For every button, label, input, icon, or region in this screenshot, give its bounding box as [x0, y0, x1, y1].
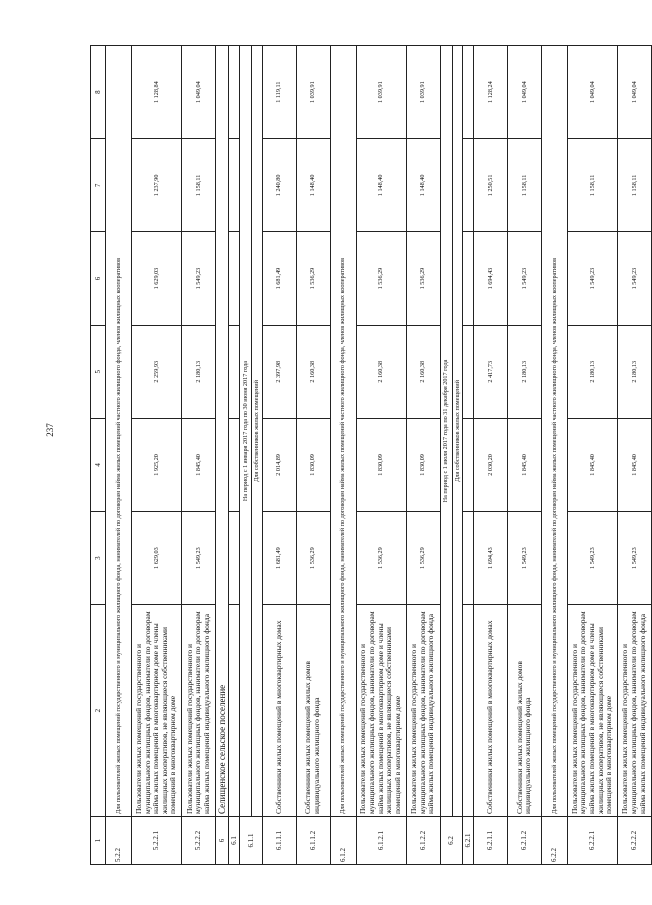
- category-cell: Пользователи жилых помещений государственного и муниципального жилищных фондов, наниматели по договорам найма жилых помещений в многоквартирном доме и члены жилищных кооперативов, не являющиеся собственниками помещений в многоквартирном доме: [567, 605, 617, 817]
- value-cell: 1 845,40: [617, 418, 651, 511]
- table-row: [240, 46, 252, 865]
- settlement-title: Селищенское сельское поселение: [216, 46, 229, 817]
- header-cell: 4: [91, 418, 106, 511]
- category-cell: Пользователи жилых помещений государственного и муниципального жилищных фондов, наниматели по договорам найма жилых помещений в многоквартирном доме и члены жилищных кооперативов, не являющиеся собственниками помещений в многоквартирном доме: [132, 605, 182, 817]
- table-row: [106, 46, 132, 865]
- table-row: [440, 46, 452, 865]
- empty-cell: [462, 232, 473, 325]
- value-cell: 1 250,51: [473, 139, 507, 232]
- row-number: 6.2.2: [541, 817, 567, 865]
- table-row: [567, 46, 617, 865]
- table-row: [229, 46, 240, 865]
- row-number: 6.2.1.1: [473, 817, 507, 865]
- value-cell: 1 119,11: [262, 46, 296, 139]
- empty-cell: [462, 46, 473, 139]
- value-cell: 2 397,98: [262, 325, 296, 418]
- row-number: 5.2.2.2: [182, 817, 216, 865]
- value-cell: 2 180,13: [617, 325, 651, 418]
- value-cell: 2 014,89: [262, 418, 296, 511]
- value-cell: 1 128,24: [473, 46, 507, 139]
- value-cell: 2 160,38: [406, 325, 440, 418]
- section-heading: Для пользователей жилых помещений государственного и муниципального жилищного фонда, нанимателей по договорам найма жилых помещений частного жилищного фонда, членов жилищных кооперативов: [106, 46, 132, 817]
- table-row: [452, 46, 462, 865]
- value-cell: 1 158,11: [507, 139, 541, 232]
- tariff-table-container: [90, 45, 647, 865]
- value-cell: 1 694,43: [473, 512, 507, 605]
- value-cell: 1 536,29: [296, 232, 330, 325]
- value-cell: 1 039,91: [296, 46, 330, 139]
- value-cell: 1 049,04: [507, 46, 541, 139]
- tariff-table: [90, 45, 652, 865]
- empty-cell: [229, 46, 240, 139]
- header-cell: 6: [91, 232, 106, 325]
- value-cell: 1 830,09: [296, 418, 330, 511]
- table-row: [182, 46, 216, 865]
- value-cell: 1 549,23: [567, 232, 617, 325]
- table-row: [406, 46, 440, 865]
- category-cell: Собственники жилых помещений в многоквартирных домах: [262, 605, 296, 817]
- category-cell: Пользователи жилых помещений государственного и муниципального жилищных фондов, наниматели по договорам найма жилых помещений индивидуального жилищного фонда: [406, 605, 440, 817]
- row-number: 6.2.2.2: [617, 817, 651, 865]
- category-cell: Собственники жилых помещений жилых домов индивидуального жилищного фонда: [507, 605, 541, 817]
- header-cell: 1: [91, 817, 106, 865]
- value-cell: 1 681,49: [262, 232, 296, 325]
- owners-heading: Для собственников жилых помещений: [252, 46, 262, 817]
- value-cell: 2 417,73: [473, 325, 507, 418]
- row-number: 6: [216, 817, 229, 865]
- table-row: [541, 46, 567, 865]
- value-cell: 1 158,11: [182, 139, 216, 232]
- category-cell: Собственники жилых помещений в многоквартирных домах: [473, 605, 507, 817]
- owners-heading: Для собственников жилых помещений: [452, 46, 462, 817]
- empty-cell: [462, 605, 473, 817]
- row-number: 6.2.1.2: [507, 817, 541, 865]
- value-cell: 1 148,40: [296, 139, 330, 232]
- page-number: 237: [45, 423, 55, 437]
- value-cell: 1 549,23: [567, 512, 617, 605]
- period-heading: На период с 1 июля 2017 года по 31 декабря 2017 года: [440, 46, 452, 817]
- value-cell: 1 128,84: [132, 46, 182, 139]
- category-cell: Собственники жилых помещений жилых домов индивидуального жилищного фонда: [296, 605, 330, 817]
- empty-cell: [229, 139, 240, 232]
- row-number: 6.1.1.1: [262, 817, 296, 865]
- table-row: [356, 46, 406, 865]
- value-cell: 1 629,03: [132, 512, 182, 605]
- value-cell: 1 549,23: [617, 512, 651, 605]
- row-number: 6.1.1.2: [296, 817, 330, 865]
- value-cell: 1 549,23: [507, 512, 541, 605]
- value-cell: 1 694,43: [473, 232, 507, 325]
- value-cell: 1 536,29: [356, 232, 406, 325]
- value-cell: 2 160,38: [296, 325, 330, 418]
- value-cell: 2 259,93: [132, 325, 182, 418]
- value-cell: 1 549,23: [507, 232, 541, 325]
- table-row: [507, 46, 541, 865]
- table-row: [296, 46, 330, 865]
- row-number: 6.1.2.1: [356, 817, 406, 865]
- empty-cell: [229, 232, 240, 325]
- value-cell: 2 160,38: [356, 325, 406, 418]
- value-cell: 1 158,11: [567, 139, 617, 232]
- table-row: [216, 46, 229, 865]
- value-cell: 1 158,11: [617, 139, 651, 232]
- header-cell: 7: [91, 139, 106, 232]
- value-cell: 1 536,29: [406, 512, 440, 605]
- header-cell: 2: [91, 605, 106, 817]
- category-cell: Пользователи жилых помещений государственного и муниципального жилищных фондов, наниматели по договорам найма жилых помещений индивидуального жилищного фонда: [182, 605, 216, 817]
- empty-cell: [462, 418, 473, 511]
- row-number: 6.2.1: [462, 817, 473, 865]
- value-cell: 2 180,13: [507, 325, 541, 418]
- table-row: [462, 46, 473, 865]
- value-cell: 2 180,13: [182, 325, 216, 418]
- value-cell: 1 549,23: [617, 232, 651, 325]
- header-cell: 3: [91, 512, 106, 605]
- empty-cell: [462, 512, 473, 605]
- value-cell: 1 240,80: [262, 139, 296, 232]
- table-row: [473, 46, 507, 865]
- value-cell: 1 148,40: [406, 139, 440, 232]
- header-row: [91, 46, 106, 865]
- table-row: [262, 46, 296, 865]
- category-cell: Пользователи жилых помещений государственного и муниципального жилищных фондов, наниматели по договорам найма жилых помещений в многоквартирном доме и члены жилищных кооперативов, не являющиеся собственниками помещений в многоквартирном доме: [356, 605, 406, 817]
- section-heading: Для пользователей жилых помещений государственного и муниципального жилищного фонда, нанимателей по договорам найма жилых помещений частного жилищного фонда, членов жилищных кооперативов: [541, 46, 567, 817]
- row-number: 5.2.2.1: [132, 817, 182, 865]
- empty-cell: [229, 512, 240, 605]
- value-cell: 1 536,29: [296, 512, 330, 605]
- value-cell: 1 830,09: [356, 418, 406, 511]
- value-cell: 1 845,40: [507, 418, 541, 511]
- value-cell: 1 039,91: [406, 46, 440, 139]
- value-cell: 1 549,23: [182, 232, 216, 325]
- empty-cell: [462, 325, 473, 418]
- row-number: 6.1.1: [240, 817, 262, 865]
- rotated-page: [90, 45, 647, 865]
- value-cell: 1 549,23: [182, 512, 216, 605]
- value-cell: 1 681,49: [262, 512, 296, 605]
- row-number: 6.1.2.2: [406, 817, 440, 865]
- empty-cell: [229, 605, 240, 817]
- value-cell: 1 536,29: [406, 232, 440, 325]
- value-cell: 2 030,20: [473, 418, 507, 511]
- period-heading: На период с 1 января 2017 года по 30 июня 2017 года: [240, 46, 252, 817]
- value-cell: 1 629,03: [132, 232, 182, 325]
- row-number: 6.1: [229, 817, 240, 865]
- row-number: 6.2.2.1: [567, 817, 617, 865]
- value-cell: 1 049,04: [567, 46, 617, 139]
- empty-cell: [229, 418, 240, 511]
- table-row: [132, 46, 182, 865]
- table-body: [91, 46, 652, 865]
- value-cell: 1 049,04: [182, 46, 216, 139]
- table-row: [617, 46, 651, 865]
- value-cell: 1 845,40: [182, 418, 216, 511]
- row-number: 6.1.2: [330, 817, 356, 865]
- row-number: 5.2.2: [106, 817, 132, 865]
- value-cell: 2 180,13: [567, 325, 617, 418]
- section-heading: Для пользователей жилых помещений государственного и муниципального жилищного фонда, нанимателей по договорам найма жилых помещений частного жилищного фонда, членов жилищных кооперативов: [330, 46, 356, 817]
- category-cell: Пользователи жилых помещений государственного и муниципального жилищных фондов, наниматели по договорам найма жилых помещений индивидуального жилищного фонда: [617, 605, 651, 817]
- header-cell: 8: [91, 46, 106, 139]
- value-cell: 1 925,20: [132, 418, 182, 511]
- value-cell: 1 830,09: [406, 418, 440, 511]
- empty-cell: [229, 325, 240, 418]
- table-row: [330, 46, 356, 865]
- value-cell: 1 039,91: [356, 46, 406, 139]
- table-row: [252, 46, 262, 865]
- value-cell: 1 049,04: [617, 46, 651, 139]
- value-cell: 1 536,29: [356, 512, 406, 605]
- header-cell: 5: [91, 325, 106, 418]
- empty-cell: [462, 139, 473, 232]
- value-cell: 1 845,40: [567, 418, 617, 511]
- value-cell: 1 237,90: [132, 139, 182, 232]
- value-cell: 1 148,40: [356, 139, 406, 232]
- row-number: 6.2: [440, 817, 462, 865]
